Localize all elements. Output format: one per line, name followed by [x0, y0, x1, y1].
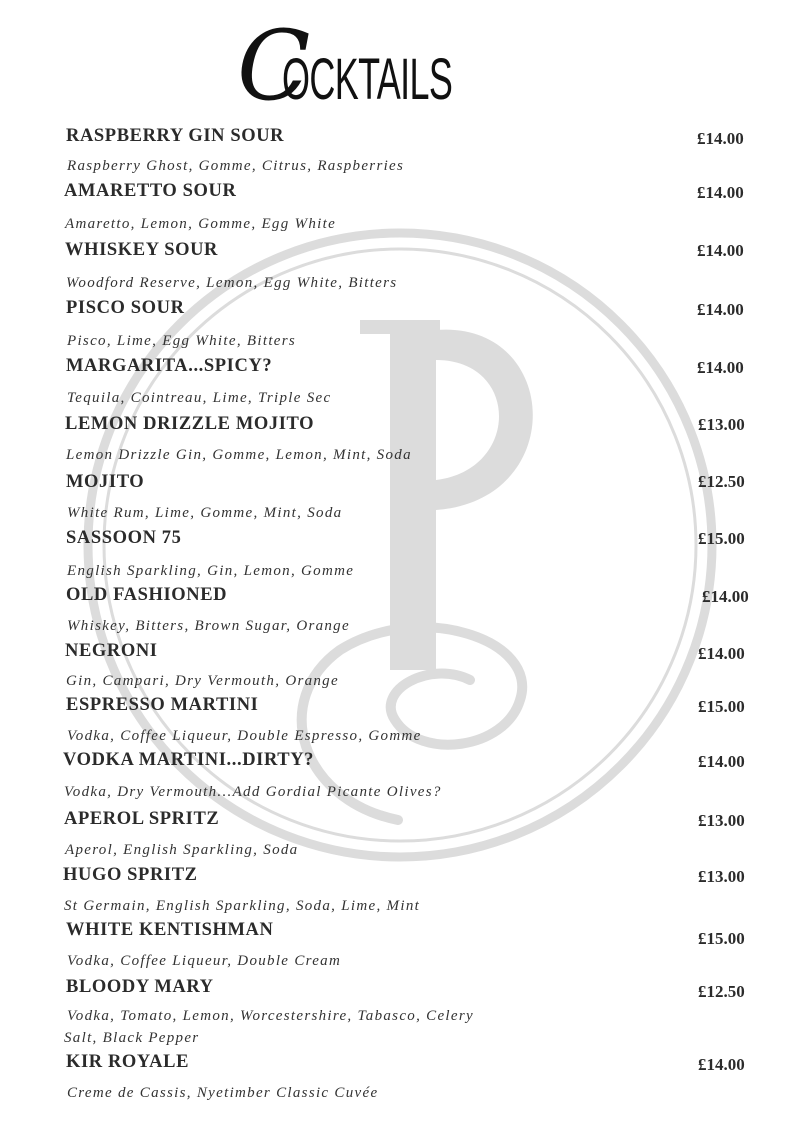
cocktail-description: Vodka, Coffee Liqueur, Double Cream: [67, 953, 342, 969]
cocktail-description: Whiskey, Bitters, Brown Sugar, Orange: [67, 618, 350, 634]
cocktail-description: Vodka, Tomato, Lemon, Worcestershire, Tabasco, Celery: [67, 1008, 474, 1024]
cocktail-description: St Germain, English Sparkling, Soda, Lime, Mint: [64, 898, 421, 914]
title-rest: OCKTAILS: [282, 47, 453, 112]
cocktail-price: £14.00: [697, 183, 744, 202]
cocktail-description: Pisco, Lime, Egg White, Bitters: [67, 333, 297, 349]
title-initial: C: [236, 10, 309, 122]
cocktail-price: £14.00: [697, 129, 744, 148]
cocktail-price: £14.00: [698, 1055, 745, 1074]
cocktail-price: £12.50: [698, 472, 745, 491]
cocktail-name: HUGO SPRITZ: [63, 865, 198, 885]
cocktail-name: WHITE KENTISHMAN: [66, 920, 274, 940]
cocktail-description-continued: Salt, Black Pepper: [64, 1030, 200, 1046]
cocktail-description: White Rum, Lime, Gomme, Mint, Soda: [67, 505, 343, 521]
cocktail-name: RASPBERRY GIN SOUR: [66, 126, 285, 146]
cocktail-price: £14.00: [698, 644, 745, 663]
cocktail-name: SASSOON 75: [66, 528, 182, 548]
cocktail-description: Raspberry Ghost, Gomme, Citrus, Raspberries: [67, 158, 405, 174]
cocktail-name: BLOODY MARY: [66, 977, 214, 997]
cocktail-description: Creme de Cassis, Nyetimber Classic Cuvée: [67, 1085, 379, 1101]
menu-title: [0, 10, 794, 122]
cocktail-description: Woodford Reserve, Lemon, Egg White, Bitters: [66, 275, 398, 291]
cocktail-description: Tequila, Cointreau, Lime, Triple Sec: [67, 390, 332, 406]
cocktail-description: Gin, Campari, Dry Vermouth, Orange: [66, 673, 339, 689]
cocktail-price: £14.00: [697, 358, 744, 377]
cocktail-price: £13.00: [698, 867, 745, 886]
cocktail-description: Vodka, Coffee Liqueur, Double Espresso, Gomme: [67, 728, 422, 744]
cocktail-price: £14.00: [697, 241, 744, 260]
cocktail-price: £13.00: [698, 811, 745, 830]
cocktail-name: WHISKEY SOUR: [65, 240, 219, 260]
cocktail-description: English Sparkling, Gin, Lemon, Gomme: [67, 563, 355, 579]
cocktail-name: ESPRESSO MARTINI: [66, 695, 259, 715]
cocktail-description: Amaretto, Lemon, Gomme, Egg White: [65, 216, 337, 232]
cocktail-name: PISCO SOUR: [66, 298, 185, 318]
cocktail-name: LEMON DRIZZLE MOJITO: [65, 414, 315, 434]
cocktail-price: £14.00: [702, 587, 749, 606]
cocktail-name: VODKA MARTINI...DIRTY?: [63, 750, 315, 770]
cocktail-description: Vodka, Dry Vermouth...Add Gordial Picante Olives?: [64, 784, 442, 800]
cocktail-description: Aperol, English Sparkling, Soda: [65, 842, 299, 858]
cocktail-name: OLD FASHIONED: [66, 585, 228, 605]
cocktail-name: NEGRONI: [65, 641, 158, 661]
cocktail-name: MARGARITA...SPICY?: [66, 356, 273, 376]
cocktail-price: £14.00: [698, 752, 745, 771]
cocktail-price: £12.50: [698, 982, 745, 1001]
cocktail-name: KIR ROYALE: [66, 1052, 190, 1072]
cocktail-name: MOJITO: [66, 472, 145, 492]
cocktail-name: APEROL SPRITZ: [64, 809, 220, 829]
cocktail-price: £15.00: [698, 529, 745, 548]
cocktail-price: £15.00: [698, 929, 745, 948]
cocktail-price: £14.00: [697, 300, 744, 319]
cocktail-price: £13.00: [698, 415, 745, 434]
cocktail-name: AMARETTO SOUR: [64, 181, 237, 201]
cocktail-description: Lemon Drizzle Gin, Gomme, Lemon, Mint, Soda: [66, 447, 412, 463]
cocktail-price: £15.00: [698, 697, 745, 716]
